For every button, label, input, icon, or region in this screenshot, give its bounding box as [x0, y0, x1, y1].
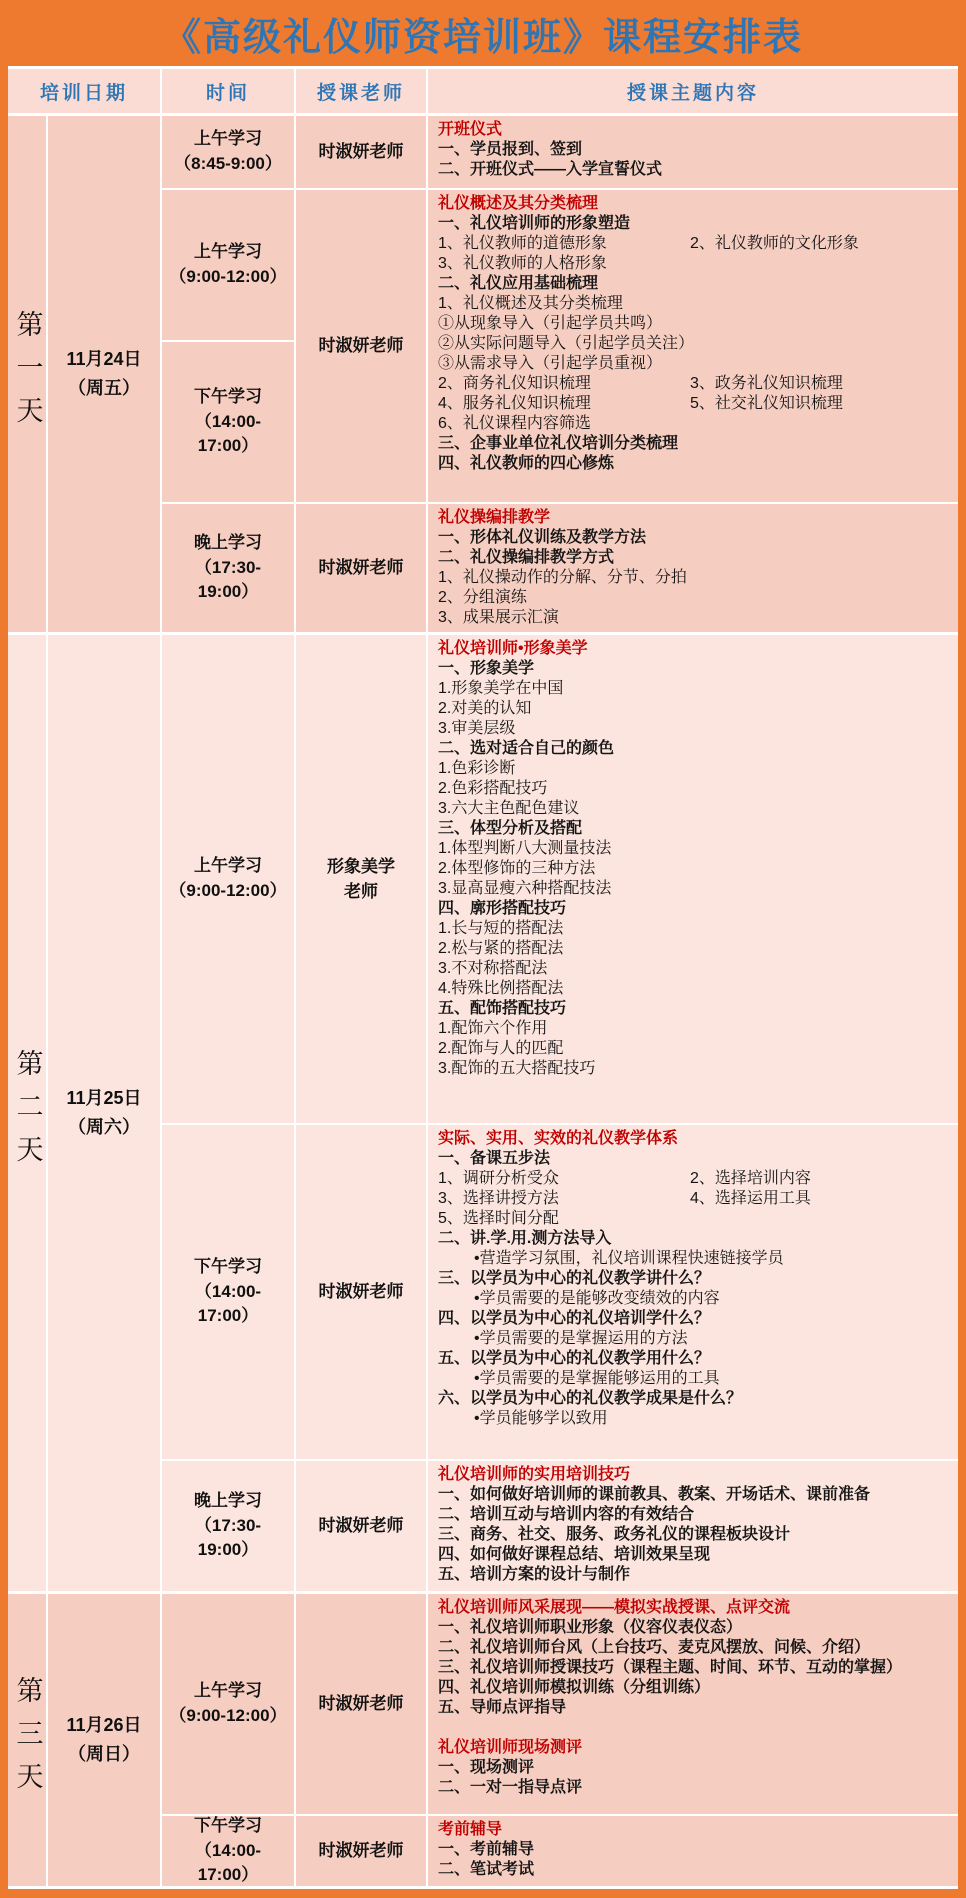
- content-line: 1、礼仪概述及其分类梳理: [438, 295, 623, 312]
- content-line: •营造学习氛围，礼仪培训课程快速链接学员: [474, 1250, 784, 1267]
- time-line: 下午学习: [194, 1257, 262, 1277]
- teacher-name: 老师: [344, 882, 378, 901]
- content-line: 五、以学员为中心的礼仪教学用什么？: [438, 1350, 711, 1367]
- teacher-cell: [296, 504, 426, 632]
- content-line: ①从现象导入（引起学员共鸣）: [438, 315, 663, 332]
- date-line: （周五）: [68, 378, 140, 398]
- content-section-title: 礼仪操编排教学: [438, 509, 551, 526]
- content-line: 二、礼仪培训师台风（上台技巧、麦克风摆放、问候、介绍）: [438, 1639, 871, 1656]
- day-label-cell: [8, 635, 46, 1591]
- content-line: •学员需要的是掌握能够运用的工具: [474, 1370, 720, 1387]
- date-cell: [48, 635, 160, 1591]
- content-cell: [428, 635, 958, 1123]
- content-line: 四、礼仪教师的四心修炼: [438, 455, 615, 472]
- content-cell: [428, 1594, 958, 1814]
- content-line: 2.对美的认知: [438, 700, 532, 717]
- content-line: 一、礼仪培训师职业形象（仪容仪表仪态）: [438, 1619, 743, 1636]
- content-line: 一、现场测评: [438, 1759, 535, 1776]
- date-cell: [48, 1594, 160, 1886]
- content-line: 三、礼仪培训师授课技巧（课程主题、时间、环节、互动的掌握）: [438, 1659, 903, 1676]
- content-col-left: 1、调研分析受众: [438, 1170, 559, 1187]
- content-line: 二、选对适合自己的颜色: [438, 740, 615, 757]
- content-section-title: 礼仪培训师•形象美学: [438, 640, 588, 657]
- day-label: 第二天: [12, 1048, 43, 1178]
- content-cell: [428, 116, 958, 188]
- time-line: （17:30-: [194, 557, 262, 577]
- content-line: ③从需求导入（引起学员重视）: [438, 355, 663, 372]
- time-line: 上午学习: [194, 242, 262, 262]
- content-cell: [428, 504, 958, 632]
- content-line: 五、配饰搭配技巧: [438, 1000, 567, 1017]
- content-line: 3、礼仪教师的人格形象: [438, 255, 607, 272]
- header-row: [8, 69, 958, 113]
- content-line: [438, 234, 948, 254]
- time-cell: [162, 1125, 294, 1459]
- teacher-name: 时淑妍老师: [318, 1282, 404, 1302]
- content-line: 2、分组演练: [438, 589, 527, 606]
- content-line: 四、以学员为中心的礼仪培训学什么？: [438, 1310, 711, 1327]
- day-block: [8, 635, 958, 1591]
- content-line: 3.配饰的五大搭配技巧: [438, 1060, 596, 1077]
- date-line: 11月24日: [66, 349, 142, 370]
- content-line: 二、一对一指导点评: [438, 1779, 583, 1796]
- day-label-cell: [8, 116, 46, 632]
- teacher-cell: [296, 116, 426, 188]
- content-section-title: 开班仪式: [438, 121, 503, 138]
- time-line: 上午学习: [194, 856, 262, 876]
- time-line: （14:00-: [194, 1281, 262, 1301]
- content-section-title: 礼仪培训师现场测评: [438, 1739, 583, 1756]
- content-line: 四、廓形搭配技巧: [438, 900, 567, 917]
- content-col-left: 1、礼仪教师的道德形象: [438, 235, 607, 252]
- content-section-title: 礼仪培训师的实用培训技巧: [438, 1466, 631, 1483]
- time-line: （9:00-12:00）: [169, 267, 287, 286]
- day-block: [8, 116, 958, 632]
- content-col-right: 2、礼仪教师的文化形象: [690, 235, 859, 252]
- content-cell: [428, 190, 958, 502]
- date-cell: [48, 116, 160, 632]
- content-line: 5、选择时间分配: [438, 1210, 559, 1227]
- teacher-cell: [296, 1461, 426, 1591]
- content-line: 三、企事业单位礼仪培训分类梳理: [438, 435, 679, 452]
- teacher-name: 时淑妍老师: [318, 336, 404, 356]
- content-line: 1.体型判断八大测量技法: [438, 840, 612, 857]
- teacher-name: 时淑妍老师: [318, 1694, 404, 1714]
- time-line: （8:45-9:00）: [174, 154, 282, 173]
- teacher-name: 形象美学: [327, 856, 395, 876]
- content-line: 3.不对称搭配法: [438, 960, 548, 977]
- days-container: [8, 116, 958, 1886]
- teacher-name: 时淑妍老师: [318, 1841, 404, 1861]
- bottom-border: [0, 1889, 966, 1898]
- header-cell-topic: 授课主题内容: [428, 69, 958, 113]
- content-line: [438, 1169, 948, 1189]
- time-line: 19:00）: [197, 582, 259, 602]
- content-blank-line: [438, 1718, 948, 1738]
- teacher-cell: [296, 1816, 426, 1886]
- content-line: [438, 374, 948, 394]
- date-line: 11月26日: [66, 1715, 142, 1736]
- content-line: 1.形象美学在中国: [438, 680, 564, 697]
- content-line: 一、形体礼仪训练及教学方法: [438, 529, 647, 546]
- time-line: 晚上学习: [194, 1491, 262, 1511]
- content-line: 二、开班仪式——入学宣誓仪式: [438, 161, 663, 178]
- header-cell-date: 培训日期: [8, 69, 160, 113]
- content-line: 一、考前辅导: [438, 1841, 535, 1858]
- page-title: 《高级礼仪师资培训班》课程安排表: [162, 16, 803, 59]
- content-line: 三、以学员为中心的礼仪教学讲什么？: [438, 1270, 711, 1287]
- time-cell: [162, 635, 294, 1123]
- content-line: •学员需要的是能够改变绩效的内容: [474, 1290, 720, 1307]
- time-line: 下午学习: [194, 1816, 262, 1836]
- time-line: （14:00-: [194, 1840, 262, 1860]
- content-line: 1.色彩诊断: [438, 760, 516, 777]
- time-line: 下午学习: [194, 387, 262, 407]
- teacher-cell: [296, 1594, 426, 1814]
- teacher-name: 时淑妍老师: [318, 558, 404, 578]
- content-line: 二、讲.学.用.测方法导入: [438, 1230, 612, 1247]
- time-line: （17:30-: [194, 1515, 262, 1535]
- content-line: 1、礼仪操动作的分解、分节、分拍: [438, 569, 687, 586]
- content-line: 四、礼仪培训师模拟训练（分组训练）: [438, 1679, 711, 1696]
- time-cell: [162, 116, 294, 188]
- content-line: 二、笔试考试: [438, 1861, 535, 1878]
- time-cell: [162, 504, 294, 632]
- content-line: 4.特殊比例搭配法: [438, 980, 564, 997]
- content-line: 二、礼仪操编排教学方式: [438, 549, 615, 566]
- content-line: 一、礼仪培训师的形象塑造: [438, 215, 631, 232]
- content-line: 2.体型修饰的三种方法: [438, 860, 596, 877]
- teacher-cell: [296, 635, 426, 1123]
- content-line: 二、培训互动与培训内容的有效结合: [438, 1506, 695, 1523]
- content-col-left: 2、商务礼仪知识梳理: [438, 375, 591, 392]
- teacher-cell: [296, 190, 426, 502]
- time-line: 17:00）: [197, 1865, 259, 1885]
- content-line: ②从实际问题导入（引起学员关注）: [438, 335, 695, 352]
- day-label: 第三天: [12, 1675, 43, 1805]
- content-line: •学员能够学以致用: [474, 1410, 608, 1427]
- time-line: 晚上学习: [194, 533, 262, 553]
- content-line: [438, 1189, 948, 1209]
- content-cell: [428, 1125, 958, 1459]
- content-col-right: 3、政务礼仪知识梳理: [690, 375, 843, 392]
- content-col-right: 2、选择培训内容: [690, 1170, 811, 1187]
- content-col-left: 3、选择讲授方法: [438, 1190, 559, 1207]
- content-cell: [428, 1461, 958, 1591]
- time-line: 17:00）: [197, 436, 259, 456]
- time-line: 上午学习: [194, 129, 262, 149]
- content-line: 一、学员报到、签到: [438, 141, 583, 158]
- content-line: 2.配饰与人的匹配: [438, 1040, 564, 1057]
- content-line: 四、如何做好课程总结、培训效果呈现: [438, 1546, 711, 1563]
- header-cell-time: 时间: [162, 69, 294, 113]
- teacher-name: 时淑妍老师: [318, 1516, 404, 1536]
- content-line: 3.审美层级: [438, 720, 516, 737]
- content-line: 3.显高显瘦六种搭配技法: [438, 880, 612, 897]
- content-line: 2.色彩搭配技巧: [438, 780, 548, 797]
- schedule-table: [8, 66, 958, 1889]
- content-line: 五、培训方案的设计与制作: [438, 1566, 631, 1583]
- content-col-right: 4、选择运用工具: [690, 1190, 811, 1207]
- time-cell: [162, 1461, 294, 1591]
- content-line: 三、商务、社交、服务、政务礼仪的课程板块设计: [438, 1526, 791, 1543]
- time-line: 17:00）: [197, 1306, 259, 1326]
- content-line: 六、以学员为中心的礼仪教学成果是什么？: [438, 1390, 743, 1407]
- day-label-cell: [8, 1594, 46, 1886]
- date-line: （周日）: [68, 1744, 140, 1764]
- content-section-title: 礼仪概述及其分类梳理: [438, 195, 599, 212]
- content-line: 3、成果展示汇演: [438, 609, 559, 626]
- time-line: （9:00-12:00）: [169, 1706, 287, 1725]
- time-line: 上午学习: [194, 1681, 262, 1701]
- content-cell: [428, 1816, 958, 1886]
- content-col-right: 5、社交礼仪知识梳理: [690, 395, 843, 412]
- content-line: 6、礼仪课程内容筛选: [438, 415, 591, 432]
- teacher-name: 时淑妍老师: [318, 142, 404, 162]
- day-block: [8, 1594, 958, 1886]
- content-line: 一、备课五步法: [438, 1150, 551, 1167]
- day-label: 第一天: [12, 309, 43, 439]
- date-line: 11月25日: [66, 1088, 142, 1109]
- content-section-title: 考前辅导: [438, 1821, 503, 1838]
- content-line: •学员需要的是掌握运用的方法: [474, 1330, 688, 1347]
- content-section-title: 实际、实用、实效的礼仪教学体系: [438, 1130, 679, 1147]
- content-line: 一、形象美学: [438, 660, 535, 677]
- time-line: （9:00-12:00）: [169, 881, 287, 900]
- content-line: [438, 394, 948, 414]
- time-cell: [162, 1594, 294, 1814]
- header-cell-teacher: 授课老师: [296, 69, 426, 113]
- content-line: 1.配饰六个作用: [438, 1020, 548, 1037]
- content-line: 五、导师点评指导: [438, 1699, 567, 1716]
- teacher-cell: [296, 1125, 426, 1459]
- time-cell: [162, 342, 294, 502]
- content-line: 3.六大主色配色建议: [438, 800, 580, 817]
- content-line: 1.长与短的搭配法: [438, 920, 564, 937]
- content-line: 三、体型分析及搭配: [438, 820, 583, 837]
- content-line: 一、如何做好培训师的课前教具、教案、开场话术、课前准备: [438, 1486, 871, 1503]
- time-cell: [162, 190, 294, 340]
- time-line: 19:00）: [197, 1540, 259, 1560]
- content-line: 二、礼仪应用基础梳理: [438, 275, 599, 292]
- title-band: [0, 0, 966, 66]
- time-cell: [162, 1816, 294, 1886]
- content-col-left: 4、服务礼仪知识梳理: [438, 395, 591, 412]
- time-line: （14:00-: [194, 411, 262, 431]
- content-section-title: 礼仪培训师风采展现——模拟实战授课、点评交流: [438, 1599, 791, 1616]
- date-line: （周六）: [68, 1117, 140, 1137]
- content-line: 2.松与紧的搭配法: [438, 940, 564, 957]
